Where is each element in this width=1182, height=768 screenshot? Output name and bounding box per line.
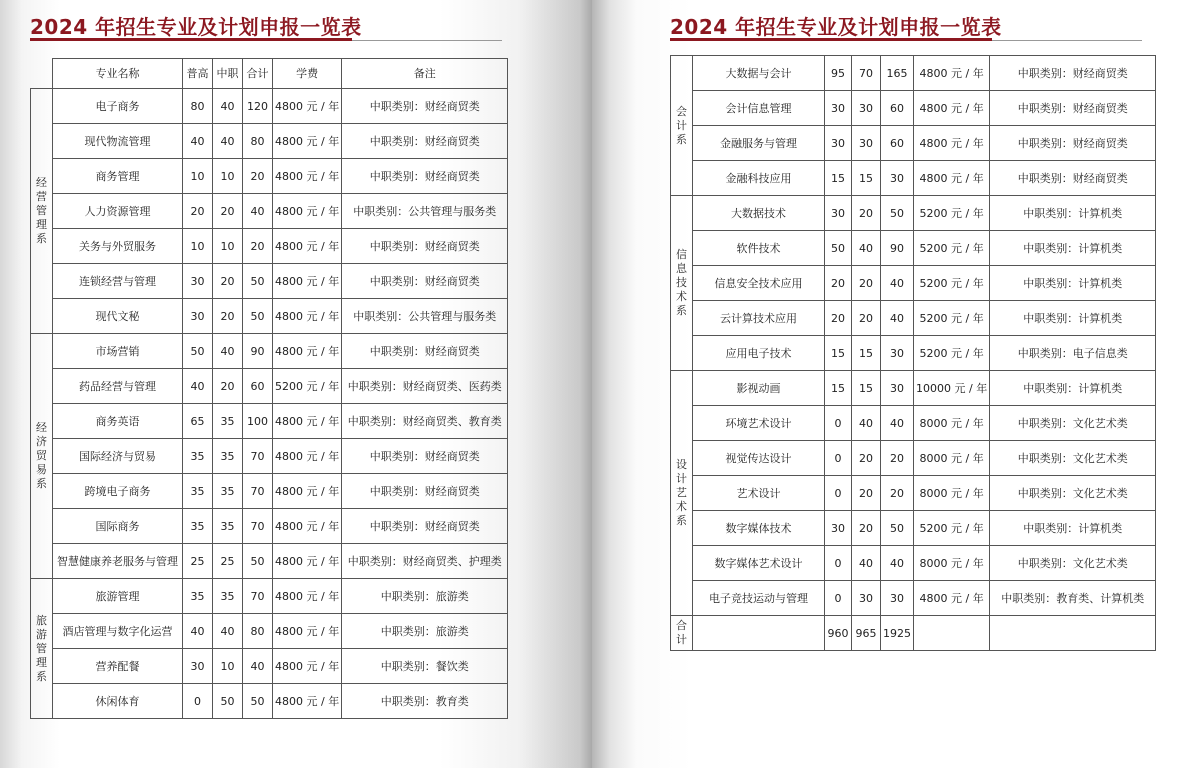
vocational-count-cell: 20 <box>852 266 881 301</box>
general-count-cell: 0 <box>825 406 852 441</box>
total-empty-major-cell <box>693 616 825 651</box>
remark-cell: 中职类别：财经商贸类 <box>342 89 508 124</box>
table-row <box>671 476 1156 511</box>
remark-cell: 中职类别：计算机类 <box>990 266 1156 301</box>
total-count-cell: 40 <box>881 266 914 301</box>
tuition-cell: 4800 元 / 年 <box>273 404 342 439</box>
major-cell: 影视动画 <box>693 371 825 406</box>
total-count-cell: 165 <box>881 56 914 91</box>
major-cell: 现代文秘 <box>53 299 183 334</box>
tuition-cell: 8000 元 / 年 <box>914 441 990 476</box>
table-row <box>671 301 1156 336</box>
total-count-cell: 70 <box>243 439 273 474</box>
major-cell: 国际商务 <box>53 509 183 544</box>
remark-cell: 中职类别：财经商贸类 <box>342 124 508 159</box>
general-count-cell: 30 <box>825 126 852 161</box>
table-row <box>31 159 508 194</box>
remark-cell: 中职类别：计算机类 <box>990 301 1156 336</box>
table-row <box>31 474 508 509</box>
header-major: 专业名称 <box>53 59 183 89</box>
table-row <box>31 649 508 684</box>
vocational-count-cell: 10 <box>213 229 243 264</box>
table-row <box>31 614 508 649</box>
remark-cell: 中职类别：财经商贸类 <box>990 91 1156 126</box>
vocational-count-cell: 35 <box>213 439 243 474</box>
general-count-cell: 10 <box>183 229 213 264</box>
tuition-cell: 5200 元 / 年 <box>273 369 342 404</box>
major-cell: 商务管理 <box>53 159 183 194</box>
major-cell: 电子商务 <box>53 89 183 124</box>
major-cell: 商务英语 <box>53 404 183 439</box>
table-row <box>31 299 508 334</box>
total-count-cell: 80 <box>243 124 273 159</box>
total-general-cell: 960 <box>825 616 852 651</box>
general-count-cell: 35 <box>183 474 213 509</box>
department-cell <box>31 579 53 719</box>
remark-cell: 中职类别：计算机类 <box>990 371 1156 406</box>
department-label: 设计艺术系 <box>676 458 687 527</box>
total-count-cell: 60 <box>881 126 914 161</box>
total-sum-cell: 1925 <box>881 616 914 651</box>
total-count-cell: 70 <box>243 474 273 509</box>
general-count-cell: 30 <box>183 649 213 684</box>
major-cell: 应用电子技术 <box>693 336 825 371</box>
total-count-cell: 20 <box>881 441 914 476</box>
major-cell: 跨境电子商务 <box>53 474 183 509</box>
total-count-cell: 50 <box>881 511 914 546</box>
tuition-cell: 5200 元 / 年 <box>914 336 990 371</box>
remark-cell: 中职类别：财经商贸类 <box>342 509 508 544</box>
total-count-cell: 40 <box>243 194 273 229</box>
total-count-cell: 70 <box>243 509 273 544</box>
vocational-count-cell: 15 <box>852 371 881 406</box>
tuition-cell: 8000 元 / 年 <box>914 546 990 581</box>
total-count-cell: 100 <box>243 404 273 439</box>
total-count-cell: 80 <box>243 614 273 649</box>
major-cell: 连锁经营与管理 <box>53 264 183 299</box>
total-count-cell: 90 <box>881 231 914 266</box>
vocational-count-cell: 20 <box>213 369 243 404</box>
general-count-cell: 15 <box>825 161 852 196</box>
page-title-left: 2024 年招生专业及计划申报一览表 <box>30 15 362 39</box>
total-count-cell: 40 <box>243 649 273 684</box>
vocational-count-cell: 40 <box>852 546 881 581</box>
remark-cell: 中职类别：财经商贸类 <box>342 264 508 299</box>
remark-cell: 中职类别：财经商贸类 <box>342 159 508 194</box>
general-count-cell: 20 <box>183 194 213 229</box>
total-count-cell: 50 <box>243 684 273 719</box>
table-row <box>31 439 508 474</box>
table-header-row <box>31 59 508 89</box>
table-row <box>671 231 1156 266</box>
department-cell <box>671 56 693 196</box>
general-count-cell: 40 <box>183 369 213 404</box>
table-row <box>31 229 508 264</box>
tuition-cell: 8000 元 / 年 <box>914 406 990 441</box>
table-row <box>671 336 1156 371</box>
general-count-cell: 20 <box>825 301 852 336</box>
remark-cell: 中职类别：财经商贸类 <box>342 439 508 474</box>
general-count-cell: 0 <box>825 476 852 511</box>
tuition-cell: 10000 元 / 年 <box>914 371 990 406</box>
general-count-cell: 35 <box>183 509 213 544</box>
table-row <box>671 266 1156 301</box>
department-label: 经营管理系 <box>36 176 47 245</box>
title-rule-left <box>352 40 502 41</box>
vocational-count-cell: 40 <box>852 231 881 266</box>
tuition-cell: 4800 元 / 年 <box>273 264 342 299</box>
tuition-cell: 4800 元 / 年 <box>273 334 342 369</box>
major-cell: 药品经营与管理 <box>53 369 183 404</box>
total-count-cell: 120 <box>243 89 273 124</box>
enrollment-table-left <box>30 58 508 719</box>
tuition-cell: 5200 元 / 年 <box>914 196 990 231</box>
remark-cell: 中职类别：公共管理与服务类 <box>342 299 508 334</box>
vocational-count-cell: 20 <box>852 196 881 231</box>
vocational-count-cell: 20 <box>213 194 243 229</box>
vocational-count-cell: 30 <box>852 91 881 126</box>
general-count-cell: 10 <box>183 159 213 194</box>
table-row <box>671 126 1156 161</box>
general-count-cell: 35 <box>183 439 213 474</box>
major-cell: 软件技术 <box>693 231 825 266</box>
general-count-cell: 80 <box>183 89 213 124</box>
tuition-cell: 4800 元 / 年 <box>273 439 342 474</box>
remark-cell: 中职类别：文化艺术类 <box>990 441 1156 476</box>
remark-cell: 中职类别：文化艺术类 <box>990 546 1156 581</box>
total-vocational-cell: 965 <box>852 616 881 651</box>
tuition-cell: 4800 元 / 年 <box>914 581 990 616</box>
vocational-count-cell: 20 <box>213 299 243 334</box>
total-count-cell: 20 <box>881 476 914 511</box>
vocational-count-cell: 20 <box>852 476 881 511</box>
major-cell: 数字媒体艺术设计 <box>693 546 825 581</box>
general-count-cell: 40 <box>183 614 213 649</box>
total-count-cell: 60 <box>243 369 273 404</box>
table-row <box>671 56 1156 91</box>
department-label: 旅游管理系 <box>36 613 47 683</box>
tuition-cell: 4800 元 / 年 <box>273 229 342 264</box>
major-cell: 大数据技术 <box>693 196 825 231</box>
table-row <box>31 264 508 299</box>
tuition-cell: 4800 元 / 年 <box>273 159 342 194</box>
total-count-cell: 20 <box>243 159 273 194</box>
vocational-count-cell: 35 <box>213 474 243 509</box>
tuition-cell: 4800 元 / 年 <box>273 124 342 159</box>
table-row <box>31 369 508 404</box>
tuition-cell: 5200 元 / 年 <box>914 266 990 301</box>
general-count-cell: 25 <box>183 544 213 579</box>
major-cell: 金融服务与管理 <box>693 126 825 161</box>
major-cell: 国际经济与贸易 <box>53 439 183 474</box>
table-row <box>671 511 1156 546</box>
general-count-cell: 30 <box>825 196 852 231</box>
total-row <box>671 616 1156 651</box>
major-cell: 金融科技应用 <box>693 161 825 196</box>
department-cell <box>671 371 693 616</box>
remark-cell: 中职类别：财经商贸类 <box>342 229 508 264</box>
tuition-cell: 4800 元 / 年 <box>273 614 342 649</box>
header-tuition: 学费 <box>273 59 342 89</box>
department-label: 会计系 <box>676 104 687 146</box>
tuition-cell: 4800 元 / 年 <box>273 509 342 544</box>
total-count-cell: 90 <box>243 334 273 369</box>
total-count-cell: 30 <box>881 371 914 406</box>
general-count-cell: 40 <box>183 124 213 159</box>
total-count-cell: 40 <box>881 546 914 581</box>
vocational-count-cell: 10 <box>213 159 243 194</box>
department-cell <box>671 196 693 371</box>
tuition-cell: 4800 元 / 年 <box>273 89 342 124</box>
vocational-count-cell: 35 <box>213 579 243 614</box>
title-underline-left <box>30 38 352 41</box>
vocational-count-cell: 40 <box>213 334 243 369</box>
title-rule-right <box>992 40 1142 41</box>
total-count-cell: 50 <box>243 264 273 299</box>
vocational-count-cell: 20 <box>852 441 881 476</box>
total-count-cell: 40 <box>881 301 914 336</box>
total-count-cell: 20 <box>243 229 273 264</box>
right-page <box>592 0 1182 768</box>
general-count-cell: 0 <box>183 684 213 719</box>
general-count-cell: 0 <box>825 441 852 476</box>
remark-cell: 中职类别：教育类 <box>342 684 508 719</box>
remark-cell: 中职类别：财经商贸类、医药类 <box>342 369 508 404</box>
major-cell: 环境艺术设计 <box>693 406 825 441</box>
remark-cell: 中职类别：旅游类 <box>342 579 508 614</box>
remark-cell: 中职类别：餐饮类 <box>342 649 508 684</box>
tuition-cell: 4800 元 / 年 <box>914 126 990 161</box>
general-count-cell: 95 <box>825 56 852 91</box>
department-cell <box>31 89 53 334</box>
general-count-cell: 30 <box>825 91 852 126</box>
remark-cell: 中职类别：电子信息类 <box>990 336 1156 371</box>
header-corner <box>31 59 53 89</box>
table-row <box>31 194 508 229</box>
major-cell: 视觉传达设计 <box>693 441 825 476</box>
general-count-cell: 65 <box>183 404 213 439</box>
major-cell: 智慧健康养老服务与管理 <box>53 544 183 579</box>
major-cell: 数字媒体技术 <box>693 511 825 546</box>
tuition-cell: 8000 元 / 年 <box>914 476 990 511</box>
general-count-cell: 50 <box>825 231 852 266</box>
table-row <box>31 89 508 124</box>
vocational-count-cell: 70 <box>852 56 881 91</box>
header-remark: 备注 <box>342 59 508 89</box>
table-row <box>31 404 508 439</box>
remark-cell: 中职类别：财经商贸类 <box>342 334 508 369</box>
tuition-cell: 4800 元 / 年 <box>273 649 342 684</box>
remark-cell: 中职类别：财经商贸类、护理类 <box>342 544 508 579</box>
remark-cell: 中职类别：公共管理与服务类 <box>342 194 508 229</box>
major-cell: 现代物流管理 <box>53 124 183 159</box>
tuition-cell: 4800 元 / 年 <box>914 91 990 126</box>
general-count-cell: 50 <box>183 334 213 369</box>
major-cell: 旅游管理 <box>53 579 183 614</box>
tuition-cell: 4800 元 / 年 <box>273 544 342 579</box>
tuition-cell: 5200 元 / 年 <box>914 231 990 266</box>
department-label: 合计 <box>676 619 687 646</box>
total-count-cell: 40 <box>881 406 914 441</box>
remark-cell: 中职类别：文化艺术类 <box>990 406 1156 441</box>
major-cell: 市场营销 <box>53 334 183 369</box>
remark-cell: 中职类别：计算机类 <box>990 231 1156 266</box>
vocational-count-cell: 50 <box>213 684 243 719</box>
table-row <box>31 579 508 614</box>
total-count-cell: 50 <box>881 196 914 231</box>
table-row <box>31 334 508 369</box>
remark-cell: 中职类别：财经商贸类 <box>990 56 1156 91</box>
total-count-cell: 50 <box>243 544 273 579</box>
enrollment-table-right <box>670 55 1156 651</box>
tuition-cell: 4800 元 / 年 <box>273 194 342 229</box>
table-row <box>31 684 508 719</box>
tuition-cell: 4800 元 / 年 <box>914 161 990 196</box>
total-count-cell: 30 <box>881 336 914 371</box>
remark-cell: 中职类别：财经商贸类、教育类 <box>342 404 508 439</box>
total-label-cell <box>671 616 693 651</box>
major-cell: 酒店管理与数字化运营 <box>53 614 183 649</box>
general-count-cell: 0 <box>825 581 852 616</box>
department-label: 经济贸易系 <box>36 421 47 490</box>
general-count-cell: 30 <box>183 299 213 334</box>
total-count-cell: 30 <box>881 581 914 616</box>
department-label: 信息技术系 <box>676 248 687 317</box>
table-row <box>671 161 1156 196</box>
general-count-cell: 35 <box>183 579 213 614</box>
remark-cell: 中职类别：财经商贸类 <box>990 126 1156 161</box>
total-empty-tuition-cell <box>914 616 990 651</box>
tuition-cell: 5200 元 / 年 <box>914 301 990 336</box>
remark-cell: 中职类别：教育类、计算机类 <box>990 581 1156 616</box>
vocational-count-cell: 35 <box>213 404 243 439</box>
total-count-cell: 30 <box>881 161 914 196</box>
vocational-count-cell: 40 <box>213 89 243 124</box>
general-count-cell: 15 <box>825 336 852 371</box>
vocational-count-cell: 40 <box>213 124 243 159</box>
vocational-count-cell: 10 <box>213 649 243 684</box>
table-row <box>671 91 1156 126</box>
tuition-cell: 4800 元 / 年 <box>914 56 990 91</box>
major-cell: 关务与外贸服务 <box>53 229 183 264</box>
major-cell: 会计信息管理 <box>693 91 825 126</box>
table-row <box>671 196 1156 231</box>
major-cell: 信息安全技术应用 <box>693 266 825 301</box>
general-count-cell: 30 <box>183 264 213 299</box>
vocational-count-cell: 40 <box>852 406 881 441</box>
tuition-cell: 4800 元 / 年 <box>273 474 342 509</box>
total-count-cell: 70 <box>243 579 273 614</box>
remark-cell: 中职类别：旅游类 <box>342 614 508 649</box>
tuition-cell: 4800 元 / 年 <box>273 684 342 719</box>
table-row <box>31 509 508 544</box>
table-row <box>671 406 1156 441</box>
vocational-count-cell: 35 <box>213 509 243 544</box>
major-cell: 艺术设计 <box>693 476 825 511</box>
table-row <box>671 441 1156 476</box>
major-cell: 云计算技术应用 <box>693 301 825 336</box>
header-vocational: 中职 <box>213 59 243 89</box>
remark-cell: 中职类别：财经商贸类 <box>342 474 508 509</box>
vocational-count-cell: 15 <box>852 336 881 371</box>
tuition-cell: 4800 元 / 年 <box>273 579 342 614</box>
table-row <box>31 544 508 579</box>
vocational-count-cell: 40 <box>213 614 243 649</box>
vocational-count-cell: 20 <box>213 264 243 299</box>
page-title-right: 2024 年招生专业及计划申报一览表 <box>670 15 1002 39</box>
table-row <box>671 371 1156 406</box>
total-count-cell: 50 <box>243 299 273 334</box>
tuition-cell: 4800 元 / 年 <box>273 299 342 334</box>
total-count-cell: 60 <box>881 91 914 126</box>
general-count-cell: 20 <box>825 266 852 301</box>
major-cell: 休闲体育 <box>53 684 183 719</box>
general-count-cell: 30 <box>825 511 852 546</box>
header-general: 普高 <box>183 59 213 89</box>
vocational-count-cell: 20 <box>852 511 881 546</box>
vocational-count-cell: 30 <box>852 581 881 616</box>
major-cell: 电子竞技运动与管理 <box>693 581 825 616</box>
general-count-cell: 0 <box>825 546 852 581</box>
header-total: 合计 <box>243 59 273 89</box>
major-cell: 大数据与会计 <box>693 56 825 91</box>
general-count-cell: 15 <box>825 371 852 406</box>
vocational-count-cell: 15 <box>852 161 881 196</box>
vocational-count-cell: 25 <box>213 544 243 579</box>
major-cell: 营养配餐 <box>53 649 183 684</box>
table-row <box>31 124 508 159</box>
remark-cell: 中职类别：文化艺术类 <box>990 476 1156 511</box>
vocational-count-cell: 20 <box>852 301 881 336</box>
remark-cell: 中职类别：计算机类 <box>990 511 1156 546</box>
major-cell: 人力资源管理 <box>53 194 183 229</box>
remark-cell: 中职类别：财经商贸类 <box>990 161 1156 196</box>
table-row <box>671 581 1156 616</box>
vocational-count-cell: 30 <box>852 126 881 161</box>
department-cell <box>31 334 53 579</box>
total-empty-remark-cell <box>990 616 1156 651</box>
table-row <box>671 546 1156 581</box>
remark-cell: 中职类别：计算机类 <box>990 196 1156 231</box>
tuition-cell: 5200 元 / 年 <box>914 511 990 546</box>
title-underline-right <box>670 38 992 41</box>
